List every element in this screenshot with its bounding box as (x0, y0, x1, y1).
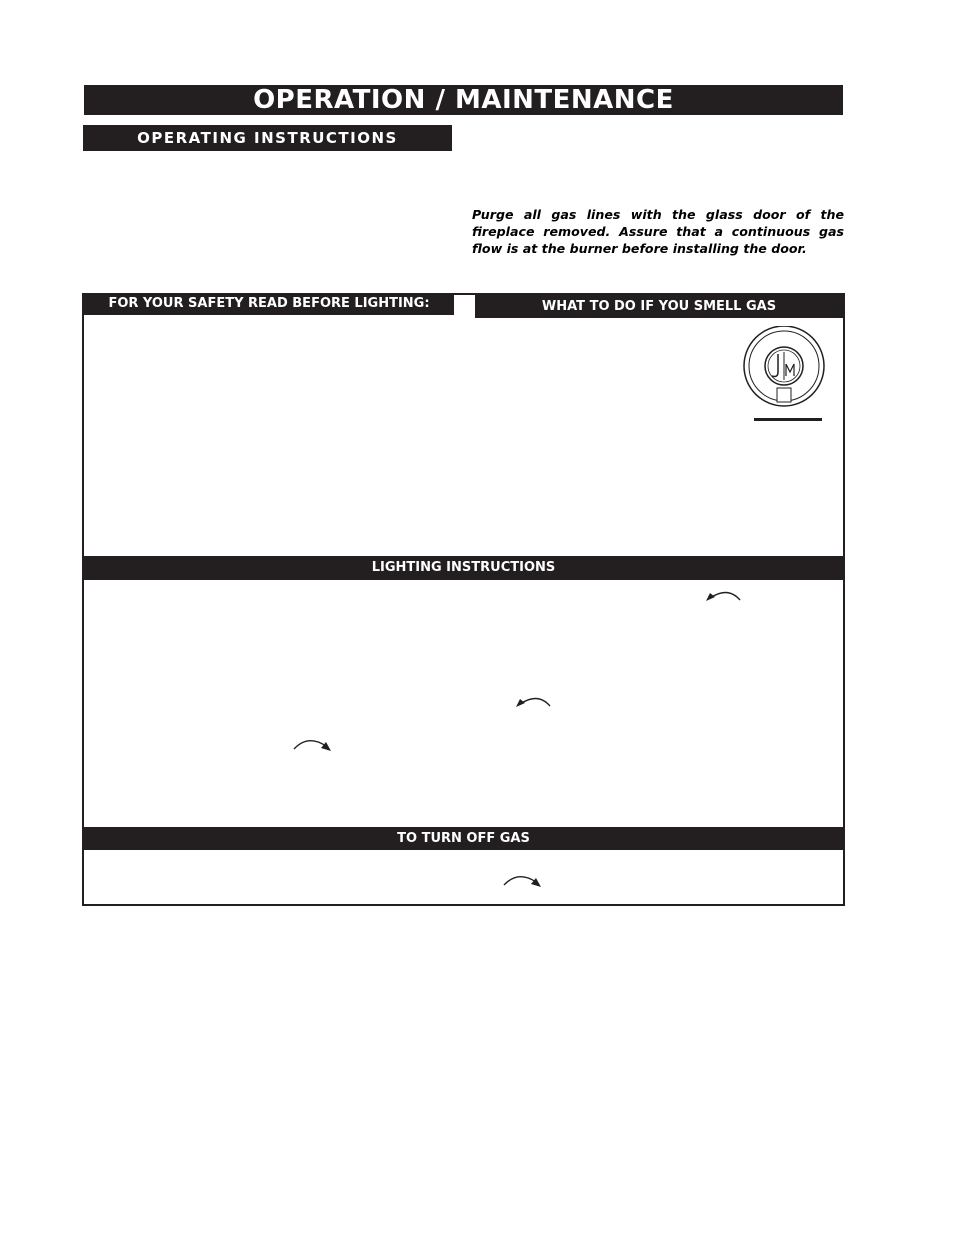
purge-note: Purge all gas lines with the glass door of the fireplace removed. Assure that a continuous gas flow is at the burner before installing the door. (472, 207, 844, 256)
page-title: OPERATION / MAINTENANCE (84, 85, 843, 115)
safety-header: FOR YOUR SAFETY READ BEFORE LIGHTING: (84, 295, 454, 315)
gas-control-knob-icon (740, 326, 830, 416)
knob-underline (754, 418, 822, 421)
section-heading: OPERATING INSTRUCTIONS (83, 125, 452, 151)
counterclockwise-arrow-icon (704, 588, 744, 604)
smell-gas-header: WHAT TO DO IF YOU SMELL GAS (475, 295, 843, 318)
header-gap (454, 295, 475, 315)
counterclockwise-arrow-icon (514, 694, 554, 710)
clockwise-arrow-icon (502, 873, 544, 889)
lighting-header: LIGHTING INSTRUCTIONS (84, 556, 843, 580)
clockwise-arrow-icon (292, 737, 334, 753)
turn-off-header: TO TURN OFF GAS (84, 827, 843, 850)
